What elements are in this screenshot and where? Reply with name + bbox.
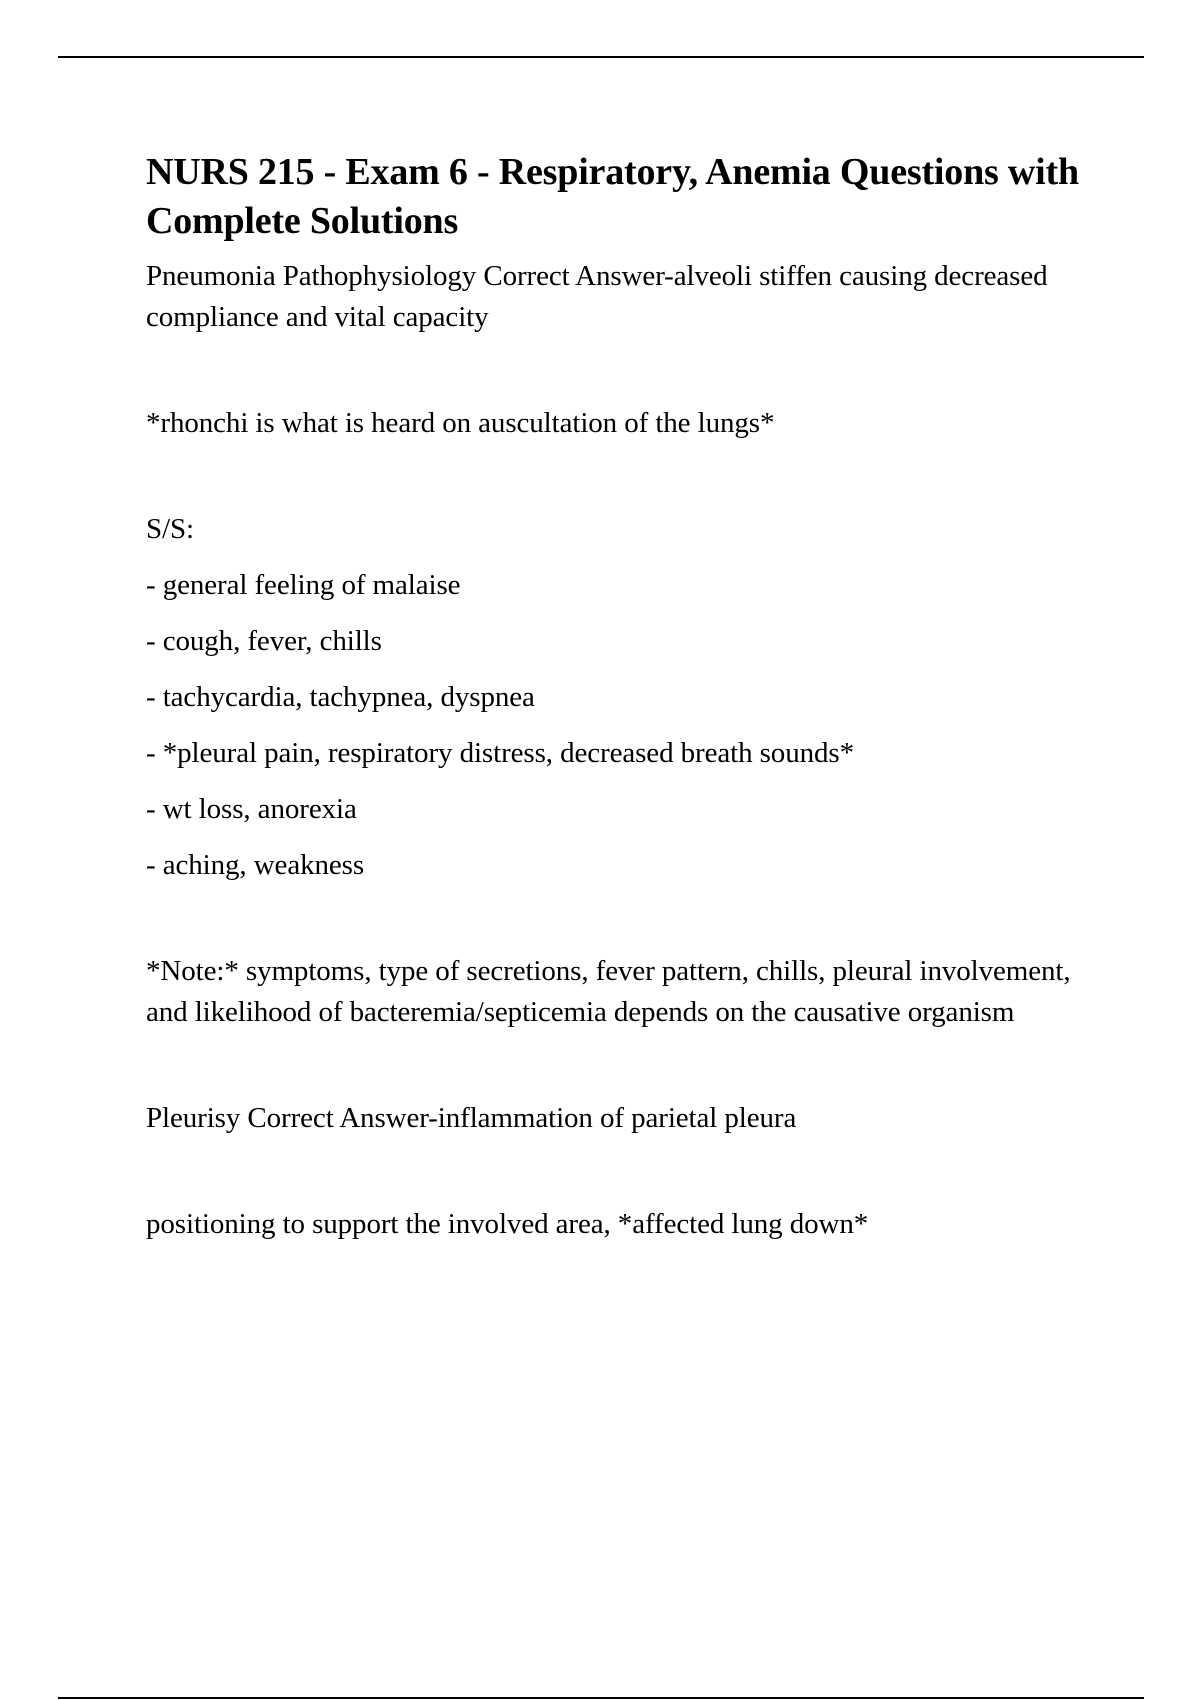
organism-note: *Note:* symptoms, type of secretions, fever pattern, chills, pleural involvement, and likelihood of bacteremia/septicemia depends on the causative organism	[146, 955, 1071, 1028]
document-body	[146, 148, 1086, 1245]
list-item: - aching, weakness	[146, 849, 365, 881]
list-item: - *pleural pain, respiratory distress, decreased breath sounds*	[146, 737, 854, 769]
pneumonia-answer: Pneumonia Pathophysiology Correct Answer-alveoli stiffen causing decreased compliance and vital capacity	[146, 260, 1048, 333]
signs-symptoms-label: S/S:	[146, 513, 194, 545]
header-rule	[58, 56, 1144, 58]
list-item: - cough, fever, chills	[146, 625, 382, 657]
footer-rule	[58, 1697, 1144, 1699]
document-title: NURS 215 - Exam 6 - Respiratory, Anemia Questions with Complete Solutions	[146, 151, 1079, 242]
list-item: - tachycardia, tachypnea, dyspnea	[146, 681, 535, 713]
list-item: - general feeling of malaise	[146, 569, 461, 601]
pleurisy-answer: Pleurisy Correct Answer-inflammation of parietal pleura	[146, 1102, 797, 1134]
positioning-note: positioning to support the involved area, *affected lung down*	[146, 1208, 869, 1240]
list-item: - wt loss, anorexia	[146, 793, 357, 825]
rhonchi-note: *rhonchi is what is heard on auscultation of the lungs*	[146, 407, 775, 439]
